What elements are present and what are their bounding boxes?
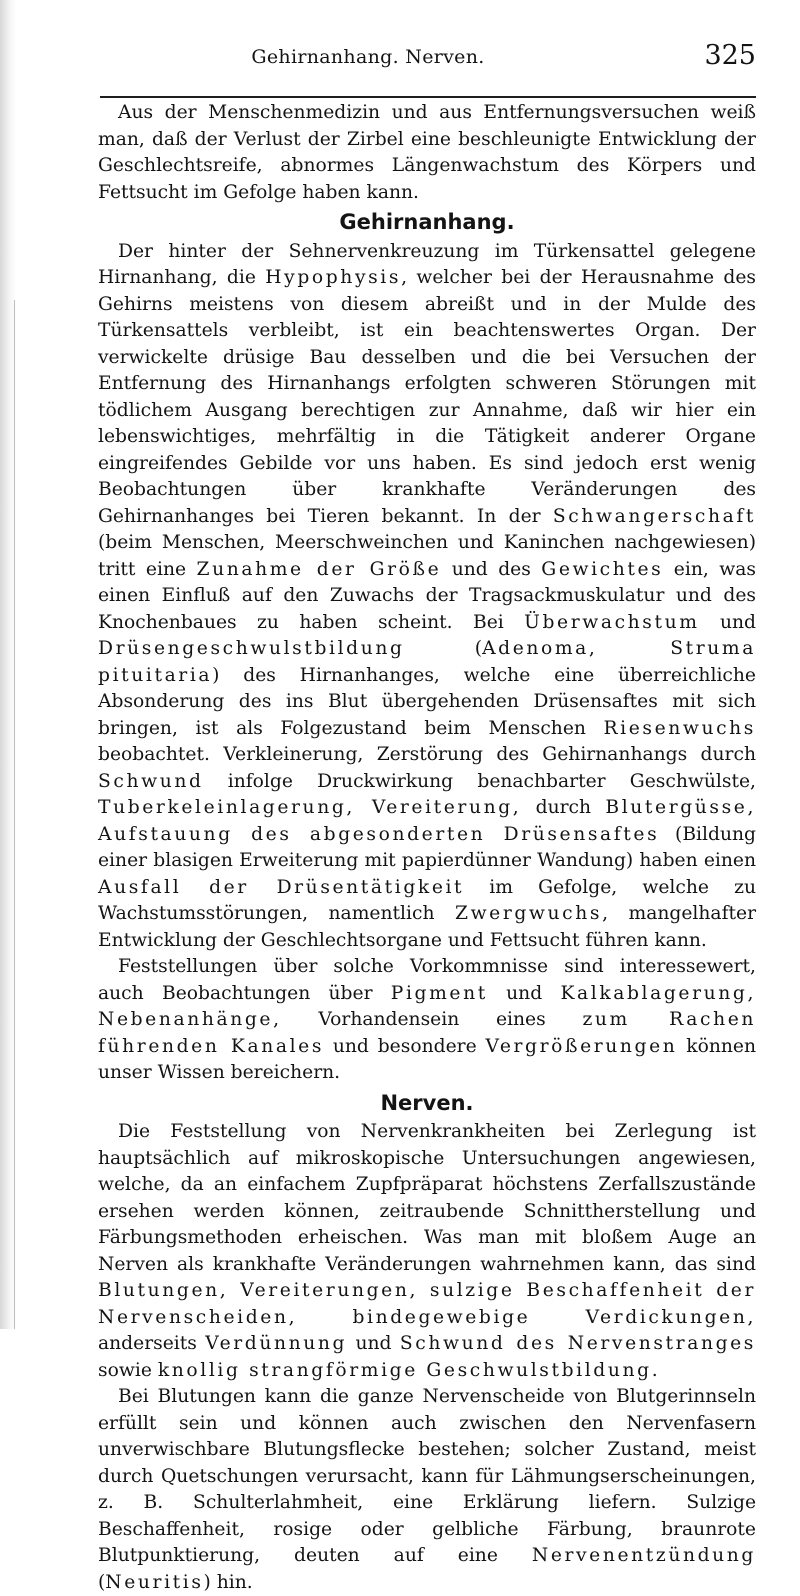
paragraph-gehirnanhang-1 bbox=[98, 239, 756, 955]
text-run: infolge Druckwirkung benachbarter Geschwülste, bbox=[203, 770, 756, 792]
spaced-term: zum Rachen führenden Kanales bbox=[98, 1009, 757, 1057]
spaced-term: Zunahme der Größe bbox=[196, 558, 442, 580]
text-run: Der hinter der Sehnervenkreuzung im Türkensattel gelegene Hirnanhang, die bbox=[98, 240, 756, 288]
spaced-term: Überwachstum bbox=[524, 611, 700, 633]
page-edge-line bbox=[14, 300, 15, 1329]
page-header bbox=[100, 38, 756, 78]
spaced-term: knollig strangförmige Geschwulstbildung. bbox=[157, 1359, 661, 1381]
spaced-term: Riesenwuchs bbox=[603, 717, 756, 739]
spaced-term: Vergrößerungen bbox=[485, 1035, 678, 1057]
text-run: Vorhandensein eines bbox=[281, 1009, 583, 1030]
text-run: im Gefolge, welche zu Wachstumsstörungen, namentlich bbox=[98, 876, 756, 924]
spaced-term: Verdünnung bbox=[205, 1333, 348, 1354]
spaced-term: Hypophysis bbox=[265, 267, 402, 288]
text-run: ( bbox=[98, 1571, 106, 1593]
text-run: ( bbox=[404, 638, 483, 659]
text-run: und bbox=[347, 1333, 400, 1354]
spaced-term: Blutergüsse, Aufstauung des abgesonderten Drüsensaftes bbox=[98, 797, 756, 845]
spaced-term: Gewichtes bbox=[541, 558, 664, 580]
text-run: und des bbox=[441, 558, 542, 580]
text-run: können unser Wissen bereichern. bbox=[98, 1035, 756, 1083]
text-run: ) hin. bbox=[203, 1571, 253, 1593]
spaced-term: Tuberkeleinlagerung, Vereiterung, bbox=[98, 797, 522, 818]
paragraph-nerven-2 bbox=[98, 1384, 756, 1596]
text-run: sowie bbox=[98, 1359, 158, 1381]
paragraph-gehirnanhang-2 bbox=[98, 954, 756, 1087]
page-body bbox=[98, 100, 756, 1596]
text-run: anderseits bbox=[98, 1333, 206, 1354]
spaced-term: Schwangerschaft bbox=[552, 505, 756, 527]
spaced-term: Drüsengeschwulstbildung bbox=[98, 638, 405, 659]
intro-paragraph: Aus der Menschenmedizin und aus Entfernungsversuchen weiß man, daß der Verlust der Zirbel eine beschleunigte Entwicklung der Geschlechtsreife, abnormes Längenwachstum des Körpers und Fettsucht im Gefolge haben kann. bbox=[98, 102, 756, 203]
text-run: durch bbox=[521, 797, 606, 818]
text-run: Feststellungen über solche Vorkommnisse sind interessewert, auch Beobachtungen über bbox=[98, 956, 756, 1004]
spaced-term: Pigment bbox=[390, 982, 488, 1004]
spaced-term: Kalkablagerung, Nebenanhänge, bbox=[98, 982, 756, 1030]
page-number: 325 bbox=[704, 40, 756, 71]
text-run: , mangelhafter Entwicklung der Geschlechtsorgane und Fettsucht führen kann. bbox=[98, 903, 756, 951]
spaced-term: Neuritis bbox=[105, 1571, 204, 1593]
text-run: , welcher bei der Herausnahme des Gehirns meistens von diesem abreißt und in der Mulde des Türkensattels verbleibt, ist ein beachtenswertes Organ. Der verwickelte drüsige Bau desselben und die bei Versuchen der Entfernung des Hirnanhangs erfolgten schweren Störungen mit tödlichem Ausgang berechtigen zur Annahme, daß wir hier ein lebenswichtiges, mehrfältig in die Tätigkeit anderer Organe eingreifendes Gebilde vor uns haben. Es sind jedoch erst wenig Beobachtungen über krankhafte Veränderungen des Gehirnanhanges bei Tieren bekannt. In der bbox=[98, 267, 756, 527]
text-run: und besondere bbox=[324, 1035, 486, 1057]
text-run: beobachtet. Verkleinerung, Zerstörung des Gehirnanhangs durch bbox=[98, 744, 756, 765]
header-rule bbox=[100, 96, 756, 98]
section-heading-nerven: Nerven. bbox=[380, 1090, 474, 1115]
spaced-term: Blutungen, Vereiterungen, sulzige Beschaffenheit der Nervenscheiden, bindegewebige Verdickungen, bbox=[98, 1280, 756, 1328]
text-run: und bbox=[699, 611, 756, 633]
spaced-term: Schwund des Nervenstranges bbox=[399, 1333, 756, 1354]
spaced-term: Schwund bbox=[98, 770, 204, 792]
text-run: Die Feststellung von Nervenkrankheiten bei Zerlegung ist hauptsächlich auf mikroskopische Untersuchungen angewiesen, welche, da an einfachem Zupfpräparat höchstens Zerfallszustände ersehen werden können, zeitraubende Schnittherstellung und Färbungsmethoden erheischen. Was man mit bloßem Auge an Nerven als krankhafte Veränderungen wahrnehmen kann, das sind bbox=[98, 1121, 756, 1275]
text-run: (beim Menschen, Meerschweinchen und Kaninchen nachgewiesen) tritt eine bbox=[98, 532, 756, 580]
spaced-term: Ausfall der Drüsentätigkeit bbox=[98, 876, 465, 898]
running-head: Gehirnanhang. Nerven. bbox=[251, 46, 485, 68]
text-run: und bbox=[487, 982, 561, 1004]
spaced-term: Zwergwuchs bbox=[455, 903, 603, 924]
text-run: (Bildung einer blasigen Erweiterung mit papierdünner Wandung) haben einen bbox=[98, 823, 756, 871]
spaced-term: Adenoma, Struma pituitaria bbox=[98, 638, 756, 686]
paragraph-nerven-1 bbox=[98, 1119, 756, 1384]
spaced-term: Nervenentzündung bbox=[531, 1545, 756, 1566]
section-heading-gehirnanhang: Gehirnanhang. bbox=[339, 210, 515, 234]
text-run: Bei Blutungen kann die ganze Nervenscheide von Blutgerinnseln erfüllt sein und können auch zwischen den Nervenfasern unverwischbare Blutungsflecke bestehen; solcher Zustand, meist durch Quetschungen verursacht, kann für Lähmungserscheinungen, z. B. Schulterlahmheit, eine Erklärung liefern. Sulzige Beschaffenheit, rosige oder gelbliche Färbung, braunrote Blutpunktierung, deuten auf eine bbox=[98, 1386, 756, 1566]
text-run: ein, was einen Einfluß auf den Zuwachs der Tragsackmuskulatur und des Knochenbaues zu haben scheint. Bei bbox=[98, 558, 756, 633]
text-run: ) des Hirnanhanges, welche eine überreichliche Absonderung des ins Blut übergehenden Drüsensaftes mit sich bringen, ist als Folgezustand beim Menschen bbox=[98, 664, 756, 739]
